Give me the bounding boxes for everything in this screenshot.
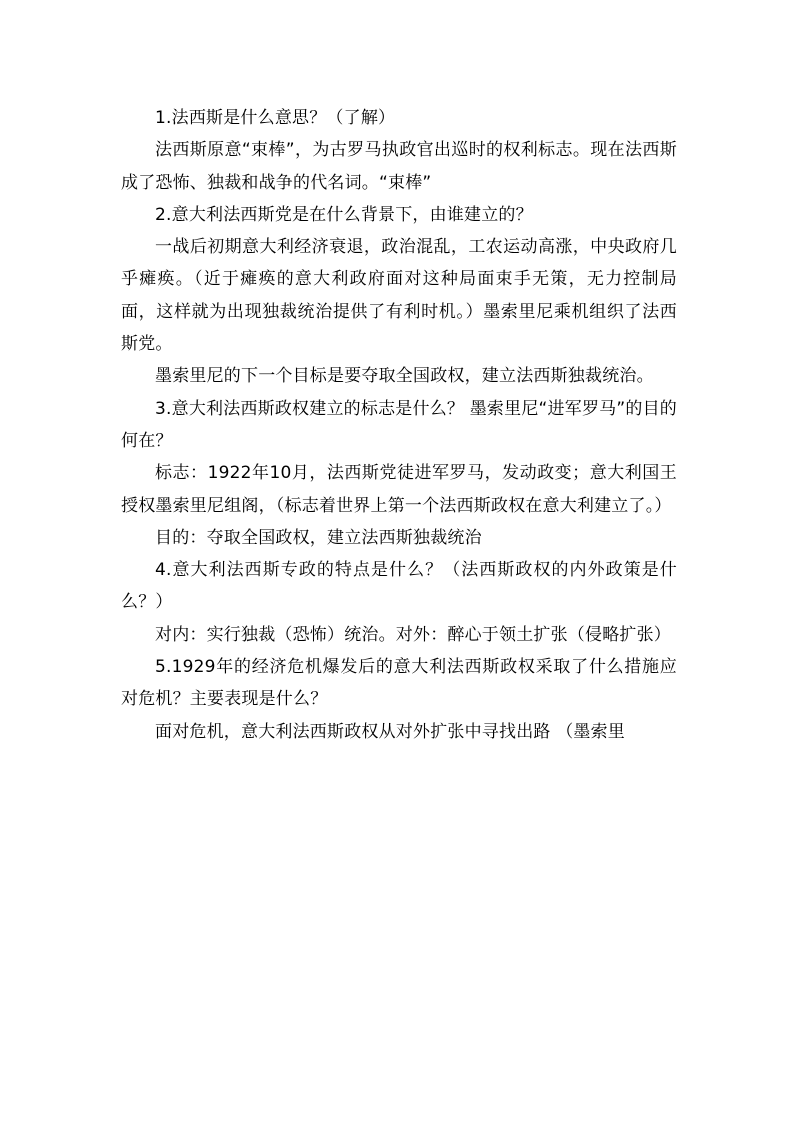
answer-3-sign: 标志：1922年10月，法西斯党徒进军罗马，发动政变；意大利国王授权墨索里尼组阁，（标志着世界上第一个法西斯政权在意大利建立了。）: [121, 463, 677, 516]
answer-5: 面对危机，意大利法西斯政权从对外扩张中寻找出路 （墨索里: [155, 721, 626, 742]
answer-1: 法西斯原意“束棒”，为古罗马执政官出巡时的权利标志。现在法西斯成了恐怖、独裁和战争的代名词。“束棒”: [121, 140, 677, 193]
question-5: 5.1929年的经济危机爆发后的意大利法西斯政权采取了什么措施应对危机？主要表现是什么？: [121, 657, 677, 710]
answer-4: 对内：实行独裁（恐怖）统治。对外：醉心于领土扩张（侵略扩张）: [155, 624, 671, 645]
answer-3-purpose: 目的：夺取全国政权，建立法西斯独裁统治: [155, 527, 482, 548]
question-1: 1.法西斯是什么意思？（了解）: [155, 108, 396, 128]
question-3: 3.意大利法西斯政权建立的标志是什么？ 墨索里尼“进军罗马”的目的何在？: [121, 398, 677, 451]
document-body: [121, 102, 677, 748]
question-2: 2.意大利法西斯党是在什么背景下，由谁建立的？: [155, 204, 533, 225]
answer-2-continued: 墨索里尼的下一个目标是要夺取全国政权，建立法西斯独裁统治。: [155, 366, 654, 387]
answer-2: 一战后初期意大利经济衰退，政治混乱，工农运动高涨，中央政府几乎瘫痪。（近于瘫痪的意大利政府面对这种局面束手无策，无力控制局面，这样就为出现独裁统治提供了有利时机。）墨索里尼乘机组织了法西斯党。: [121, 237, 677, 355]
question-4: 4.意大利法西斯专政的特点是什么？（法西斯政权的内外政策是什么？）: [121, 560, 677, 613]
